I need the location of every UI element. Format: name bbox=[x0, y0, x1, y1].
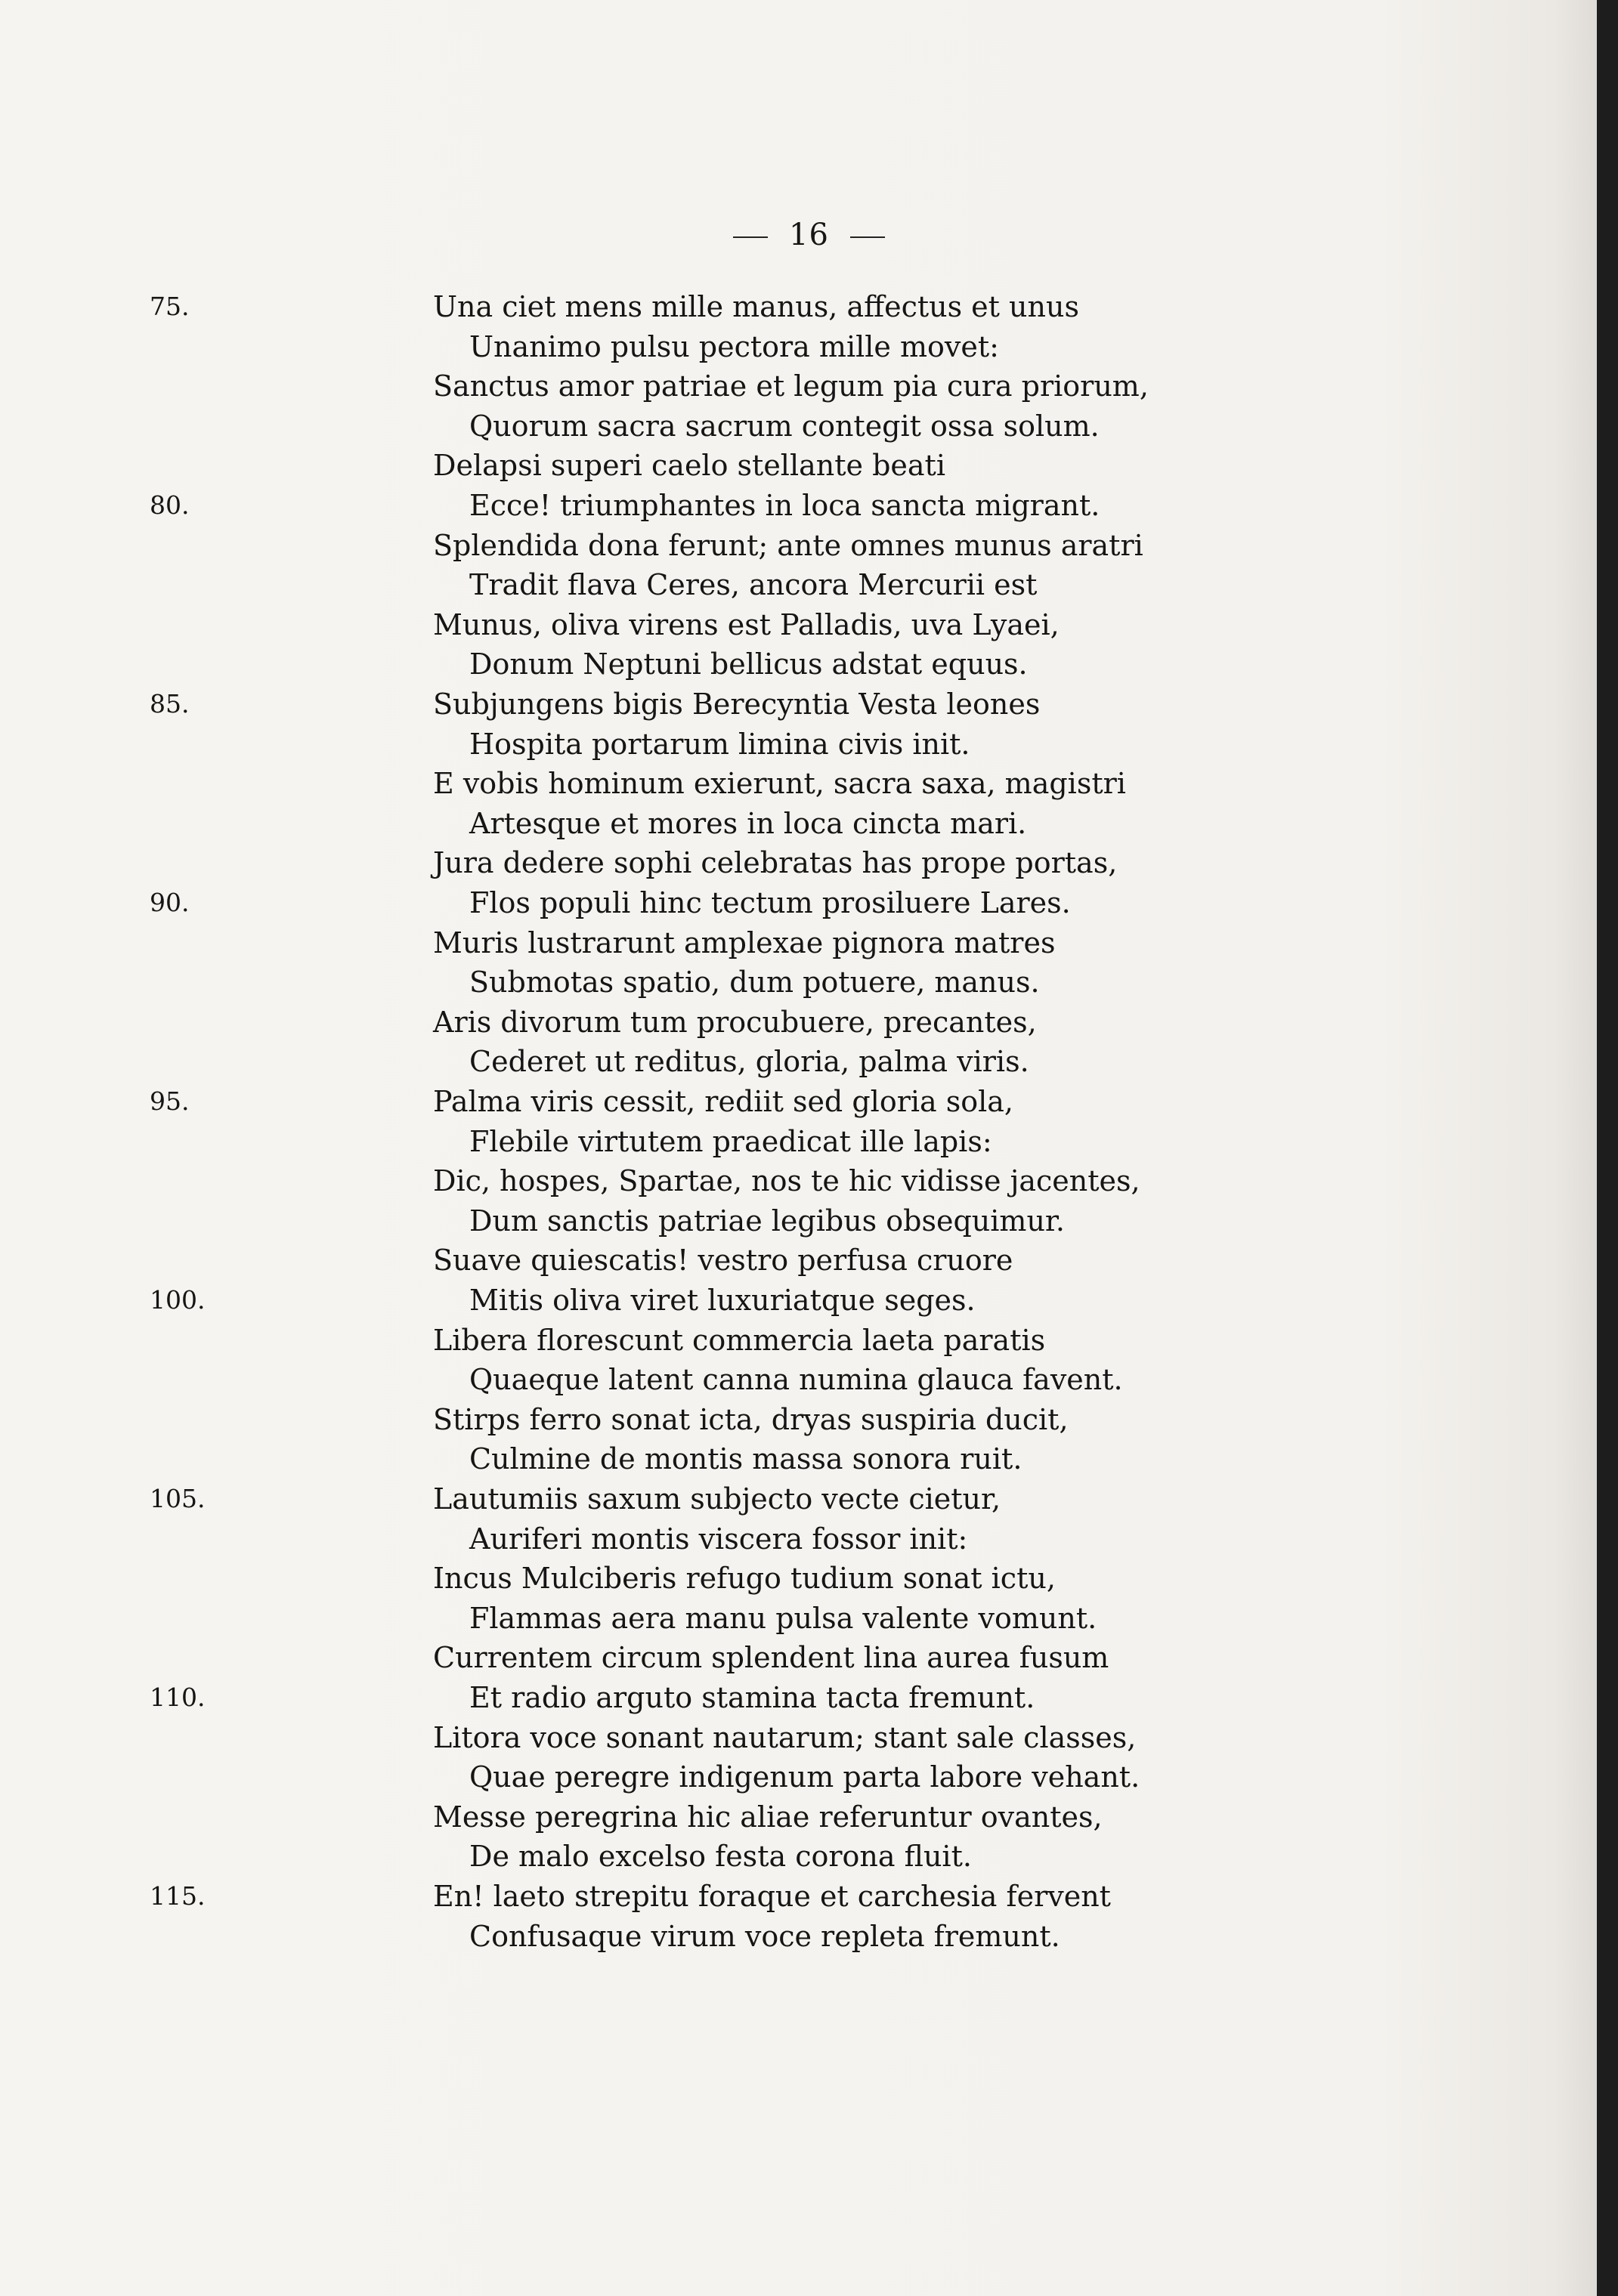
verse-text: Una ciet mens mille manus, affectus et unus bbox=[433, 290, 1079, 323]
poem-line bbox=[0, 1161, 1618, 1201]
poem-text bbox=[0, 287, 1618, 1995]
line-number: 115. bbox=[150, 1881, 206, 1911]
verse-text: Artesque et mores in loca cincta mari. bbox=[469, 807, 1027, 840]
line-number: 110. bbox=[150, 1683, 206, 1712]
poem-line bbox=[0, 764, 1618, 803]
poem-line bbox=[0, 1917, 1618, 1956]
verse-text: Libera florescunt commercia laeta paratis bbox=[433, 1324, 1046, 1357]
poem-line bbox=[0, 843, 1618, 882]
verse-text: Palma viris cessit, rediit sed gloria sola, bbox=[433, 1085, 1014, 1118]
line-number: 95. bbox=[150, 1086, 190, 1116]
header-dash-right bbox=[850, 236, 885, 238]
poem-line bbox=[0, 1281, 1618, 1320]
line-number: 75. bbox=[150, 292, 190, 321]
poem-line bbox=[0, 1042, 1618, 1081]
verse-text: Quae peregre indigenum parta labore vehant. bbox=[469, 1760, 1140, 1794]
verse-text: Mitis oliva viret luxuriatque seges. bbox=[469, 1284, 976, 1317]
verse-text: Flos populi hinc tectum prosiluere Lares. bbox=[469, 886, 1071, 919]
poem-line bbox=[0, 1718, 1618, 1757]
verse-text: Lautumiis saxum subjecto vecte cietur, bbox=[433, 1482, 1001, 1516]
verse-text: En! laeto strepitu foraque et carchesia fervent bbox=[433, 1880, 1111, 1913]
poem-line bbox=[0, 1877, 1618, 1916]
poem-line bbox=[0, 406, 1618, 446]
poem-line bbox=[0, 1479, 1618, 1519]
verse-text: Munus, oliva virens est Palladis, uva Lyaei, bbox=[433, 608, 1060, 641]
verse-text: Cederet ut reditus, gloria, palma viris. bbox=[469, 1045, 1029, 1078]
verse-text: Submotas spatio, dum potuere, manus. bbox=[469, 966, 1040, 999]
verse-text: Aris divorum tum procubuere, precantes, bbox=[433, 1006, 1037, 1039]
poem-line bbox=[0, 1003, 1618, 1042]
verse-text: Suave quiescatis! vestro perfusa cruore bbox=[433, 1244, 1013, 1277]
poem-line bbox=[0, 287, 1618, 326]
verse-text: Muris lustrarunt amplexae pignora matres bbox=[433, 926, 1056, 959]
poem-line bbox=[0, 1559, 1618, 1598]
poem-line bbox=[0, 1400, 1618, 1439]
poem-line bbox=[0, 804, 1618, 843]
page-header bbox=[0, 218, 1618, 252]
poem-line bbox=[0, 1519, 1618, 1559]
verse-text: Dic, hospes, Spartae, nos te hic vidisse jacentes, bbox=[433, 1164, 1140, 1197]
poem-line bbox=[0, 963, 1618, 1002]
line-number: 105. bbox=[150, 1484, 206, 1513]
verse-text: Delapsi superi caelo stellante beati bbox=[433, 449, 945, 482]
poem-line bbox=[0, 327, 1618, 366]
header-dash-left bbox=[733, 236, 768, 238]
verse-text: Flebile virtutem praedicat ille lapis: bbox=[469, 1125, 992, 1158]
poem-line bbox=[0, 1837, 1618, 1876]
poem-line bbox=[0, 1757, 1618, 1797]
verse-text: Tradit flava Ceres, ancora Mercurii est bbox=[469, 568, 1038, 601]
poem-line bbox=[0, 1439, 1618, 1479]
verse-text: Jura dedere sophi celebratas has prope portas, bbox=[433, 846, 1118, 879]
verse-text: Donum Neptuni bellicus adstat equus. bbox=[469, 647, 1028, 681]
line-number: 85. bbox=[150, 689, 190, 718]
verse-text: Auriferi montis viscera fossor init: bbox=[469, 1522, 968, 1556]
verse-text: Currentem circum splendent lina aurea fusum bbox=[433, 1641, 1109, 1674]
poem-line bbox=[0, 644, 1618, 684]
poem-line bbox=[0, 565, 1618, 604]
poem-line bbox=[0, 684, 1618, 724]
poem-line bbox=[0, 1599, 1618, 1638]
verse-text: Sanctus amor patriae et legum pia cura priorum, bbox=[433, 369, 1149, 403]
verse-text: Quaeque latent canna numina glauca favent. bbox=[469, 1363, 1123, 1396]
poem-line bbox=[0, 526, 1618, 565]
verse-text: Et radio arguto stamina tacta fremunt. bbox=[469, 1681, 1035, 1714]
verse-text: De malo excelso festa corona fluit. bbox=[469, 1840, 972, 1873]
verse-text: Incus Mulciberis refugo tudium sonat ictu, bbox=[433, 1562, 1056, 1595]
poem-line bbox=[0, 1241, 1618, 1280]
poem-line bbox=[0, 605, 1618, 644]
verse-text: Messe peregrina hic aliae referuntur ovantes, bbox=[433, 1800, 1103, 1834]
verse-text: Stirps ferro sonat icta, dryas suspiria ducit, bbox=[433, 1403, 1069, 1436]
poem-line bbox=[0, 486, 1618, 525]
page-number: 16 bbox=[789, 218, 829, 252]
verse-text: Ecce! triumphantes in loca sancta migrant. bbox=[469, 489, 1100, 522]
verse-text: Subjungens bigis Berecyntia Vesta leones bbox=[433, 688, 1041, 721]
poem-line bbox=[0, 1082, 1618, 1121]
poem-line bbox=[0, 923, 1618, 963]
line-number: 100. bbox=[150, 1285, 206, 1315]
verse-text: Dum sanctis patriae legibus obsequimur. bbox=[469, 1204, 1065, 1238]
verse-text: E vobis hominum exierunt, sacra saxa, magistri bbox=[433, 767, 1126, 800]
verse-text: Splendida dona ferunt; ante omnes munus aratri bbox=[433, 529, 1143, 562]
verse-text: Unanimo pulsu pectora mille movet: bbox=[469, 330, 999, 363]
poem-line bbox=[0, 883, 1618, 922]
verse-text: Litora voce sonant nautarum; stant sale classes, bbox=[433, 1721, 1137, 1754]
poem-line bbox=[0, 725, 1618, 764]
verse-text: Quorum sacra sacrum contegit ossa solum. bbox=[469, 409, 1100, 443]
line-number: 80. bbox=[150, 490, 190, 520]
poem-line bbox=[0, 1360, 1618, 1399]
line-number: 90. bbox=[150, 888, 190, 917]
poem-line bbox=[0, 1638, 1618, 1677]
poem-line bbox=[0, 1201, 1618, 1241]
poem-line bbox=[0, 1678, 1618, 1717]
verse-text: Culmine de montis massa sonora ruit. bbox=[469, 1442, 1022, 1476]
verse-text: Confusaque virum voce repleta fremunt. bbox=[469, 1920, 1060, 1953]
poem-line bbox=[0, 446, 1618, 485]
page-edge-shadow bbox=[1597, 0, 1618, 2296]
verse-text: Hospita portarum limina civis init. bbox=[469, 728, 970, 761]
poem-line bbox=[0, 1797, 1618, 1837]
poem-line bbox=[0, 1122, 1618, 1161]
poem-line bbox=[0, 1321, 1618, 1360]
poem-line bbox=[0, 366, 1618, 406]
verse-text: Flammas aera manu pulsa valente vomunt. bbox=[469, 1602, 1097, 1635]
